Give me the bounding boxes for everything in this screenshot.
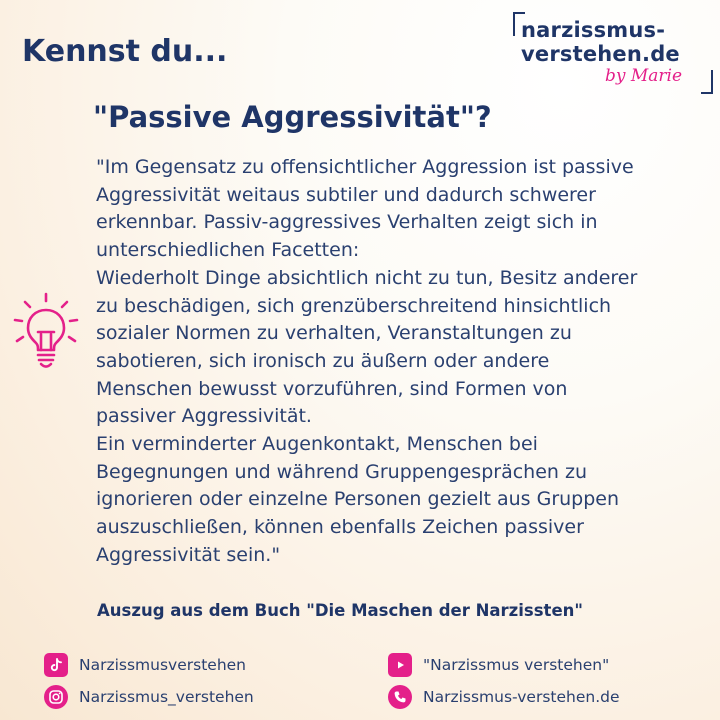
tiktok-link[interactable] xyxy=(44,653,246,677)
instagram-link[interactable] xyxy=(44,685,254,709)
page-heading: Kennst du... xyxy=(22,34,228,69)
body-line: Wiederholt Dinge absichtlich nicht zu tun, Besitz anderer xyxy=(96,266,638,289)
body-line: passiver Aggressivität. xyxy=(96,405,312,428)
youtube-link[interactable] xyxy=(388,653,609,677)
logo-byline: by Marie xyxy=(605,66,683,86)
body-line: zu beschädigen, sich grenzüberschreitend hinsichtlich xyxy=(96,294,612,317)
body-line: Begegnungen und während Gruppengesprächen zu xyxy=(96,460,587,483)
website-label: Narzissmus-verstehen.de xyxy=(423,688,620,706)
logo-line-1: narzissmus- xyxy=(521,18,666,42)
body-line: "Im Gegensatz zu offensichtlicher Aggression ist passive xyxy=(96,156,634,178)
post-title: "Passive Aggressivität"? xyxy=(93,100,492,134)
phone-icon xyxy=(388,685,412,709)
body-line: Aggressivität weitaus subtiler und dadurch schwerer xyxy=(96,183,596,206)
body-line: Aggressivität sein." xyxy=(96,543,281,566)
book-source: Auszug aus dem Buch "Die Maschen der Narzissten" xyxy=(97,601,583,620)
website-link[interactable] xyxy=(388,685,620,709)
logo-bracket-bottom-right xyxy=(701,70,713,94)
instagram-icon xyxy=(44,685,68,709)
body-line: sabotieren, sich ironisch zu äußern oder andere xyxy=(96,349,550,372)
instagram-label: Narzissmus_verstehen xyxy=(79,688,254,706)
tiktok-icon xyxy=(44,653,68,677)
body-line: unterschiedlichen Facetten: xyxy=(96,239,360,262)
logo-line-2: verstehen.de xyxy=(521,42,680,66)
body-line: ignorieren oder einzelne Personen gezielt aus Gruppen xyxy=(96,488,620,511)
body-line: auszuschließen, können ebenfalls Zeichen passiver xyxy=(96,516,584,539)
body-line: Ein verminderter Augenkontakt, Menschen bei xyxy=(96,433,538,456)
brand-logo xyxy=(513,12,713,94)
body-line: Menschen bewusst vorzuführen, sind Formen von xyxy=(96,377,568,400)
body-line: erkennbar. Passiv-aggressives Verhalten zeigt sich in xyxy=(96,211,598,234)
lightbulb-icon xyxy=(10,290,82,376)
post-body xyxy=(96,154,716,570)
tiktok-label: Narzissmusverstehen xyxy=(79,656,247,674)
youtube-icon xyxy=(388,653,412,677)
body-line: sozialer Normen zu verhalten, Veranstaltungen zu xyxy=(96,322,572,345)
youtube-label: "Narzissmus verstehen" xyxy=(423,656,610,674)
